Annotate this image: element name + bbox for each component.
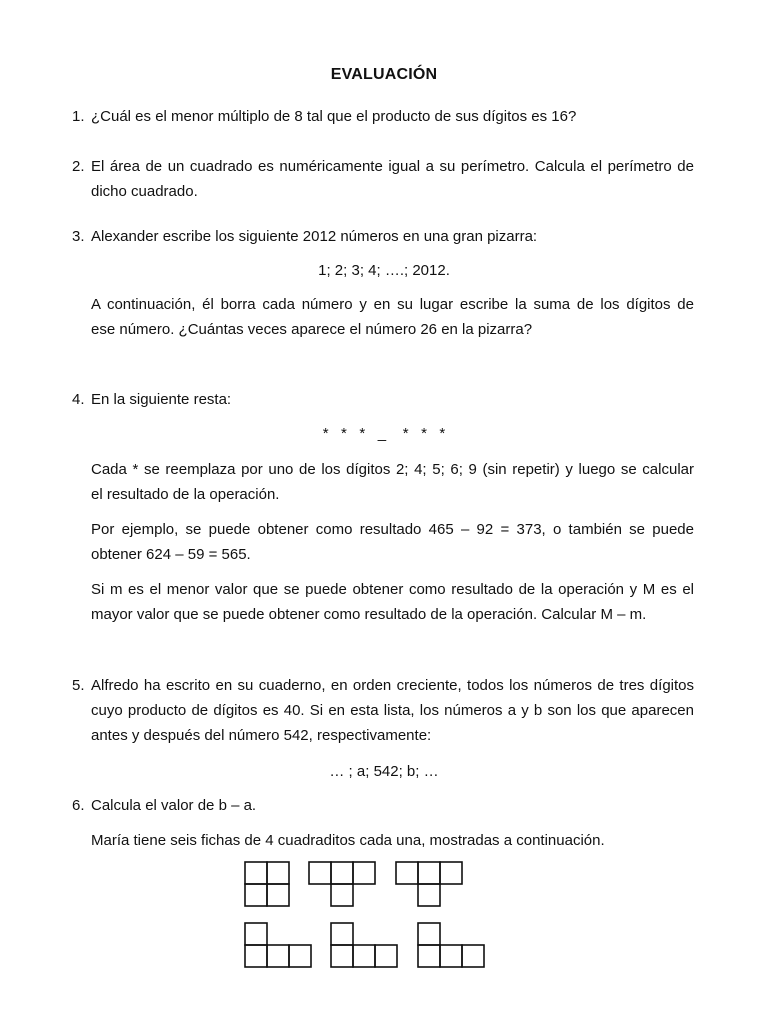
problem-5-line-2: cuyo producto de dígitos es 40. Si en esta lista, los números a y b son los que aparecen (91, 702, 694, 719)
problem-4-para1-line-1: Cada * se reemplaza por uno de los dígitos 2; 4; 5; 6; 9 (sin repetir) y luego se calcular (91, 461, 694, 478)
problem-6-number: 6. (72, 797, 85, 814)
problem-3-number: 3. (72, 228, 85, 245)
problem-4-para2-line-1: Por ejemplo, se puede obtener como resultado 465 – 92 = 373, o también se puede (91, 521, 694, 538)
problem-6-para: María tiene seis fichas de 4 cuadraditos cada una, mostradas a continuación. (91, 832, 605, 849)
problem-2-number: 2. (72, 158, 85, 175)
problem-3-para-line-2: ese número. ¿Cuántas veces aparece el número 26 en la pizarra? (91, 321, 533, 338)
problem-4-para1-line-2: el resultado de la operación. (91, 486, 280, 503)
problem-3-sequence: 1; 2; 3; 4; ….; 2012. (318, 262, 450, 279)
problem-3-para-line-1: A continuación, él borra cada número y en su lugar escribe la suma de los dígitos de (91, 296, 694, 313)
tetromino-figure (238, 853, 490, 973)
problem-4-number: 4. (72, 391, 85, 408)
l-tile-piece (245, 923, 311, 967)
t-tile-right-piece (396, 862, 462, 906)
problem-5-line-3: antes y después del número 542, respectivamente: (91, 727, 432, 744)
problem-5-list: … ; a; 542; b; … (329, 763, 439, 780)
problem-6-line-1: Calcula el valor de b – a. (91, 797, 257, 814)
problem-5-line-1: Alfredo ha escrito en su cuaderno, en orden creciente, todos los números de tres dígitos (91, 677, 694, 694)
l-tile-center-piece (331, 923, 397, 967)
problem-4-para2-line-2: obtener 624 – 59 = 565. (91, 546, 251, 563)
problem-4-subtraction: * * * _ * * * (322, 425, 446, 442)
problem-2-line-1: El área de un cuadrado es numéricamente igual a su perímetro. Calcula el perímetro de (91, 158, 694, 175)
problem-2-line-2: dicho cuadrado. (91, 183, 198, 200)
problem-1-text: ¿Cuál es el menor múltiplo de 8 tal que el producto de sus dígitos es 16? (91, 108, 577, 125)
problem-3-line-1: Alexander escribe los siguiente 2012 números en una gran pizarra: (91, 228, 538, 245)
page-title: EVALUACIÓN (330, 66, 438, 83)
problem-4-line-1: En la siguiente resta: (91, 391, 232, 408)
t-tile-center-piece (309, 862, 375, 906)
square-tile-piece (245, 862, 289, 906)
problem-1-number: 1. (72, 108, 85, 125)
l-tile-right-piece (418, 923, 484, 967)
problem-4-para3-line-2: mayor valor que se puede obtener como resultado de la operación. Calcular M – m. (91, 606, 647, 623)
problem-4-para3-line-1: Si m es el menor valor que se puede obtener como resultado de la operación y M es el (91, 581, 694, 598)
problem-5-number: 5. (72, 677, 85, 694)
